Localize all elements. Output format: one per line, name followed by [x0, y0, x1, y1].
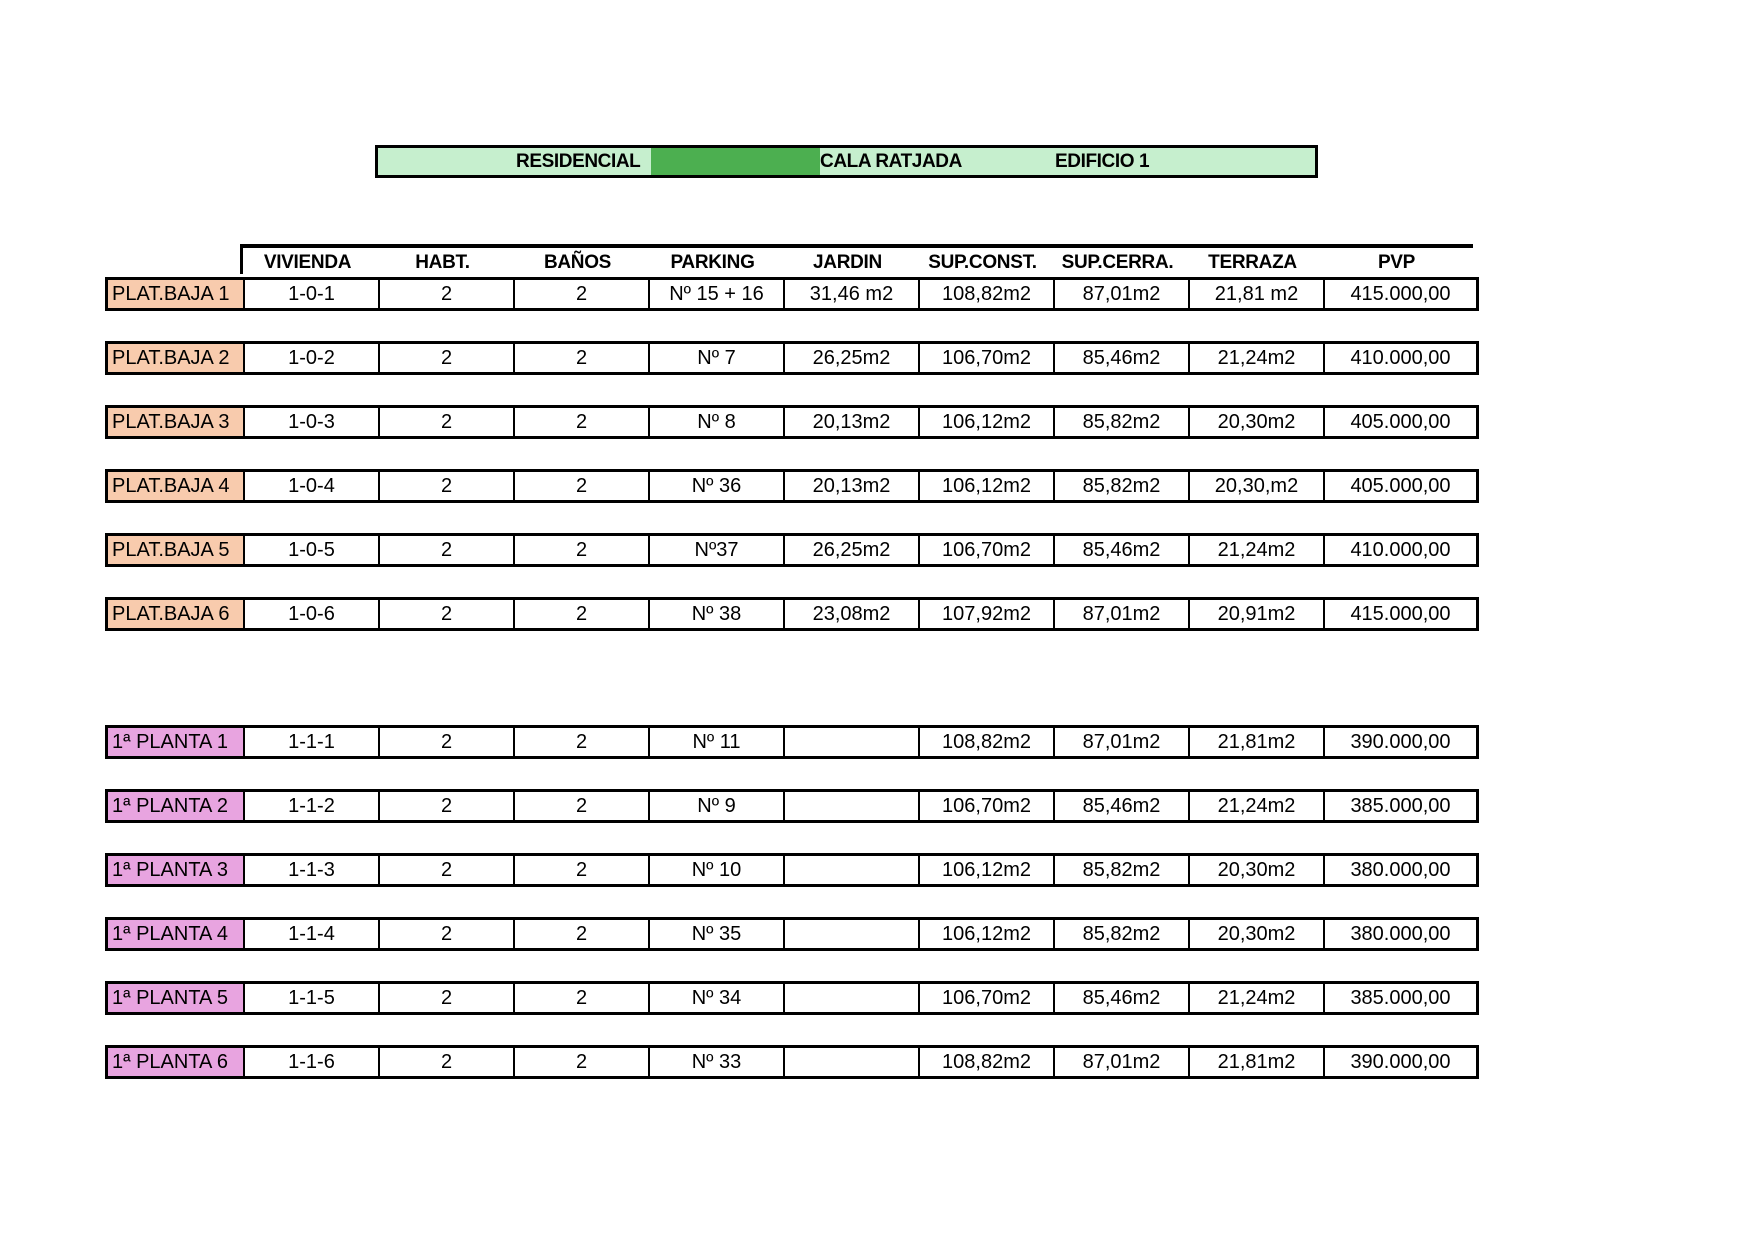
- cell-habt: 2: [378, 408, 513, 436]
- cell-terraza: 20,30m2: [1188, 408, 1323, 436]
- cell-terraza: 21,24m2: [1188, 344, 1323, 372]
- cell-sup-const: 106,12m2: [918, 856, 1053, 884]
- cell-pvp: 385.000,00: [1323, 984, 1476, 1012]
- cell-banos: 2: [513, 472, 648, 500]
- cell-jardin: 26,25m2: [783, 344, 918, 372]
- cell-pvp: 380.000,00: [1323, 856, 1476, 884]
- header-sup-cerra: SUP.CERRA.: [1061, 252, 1174, 273]
- cell-parking: Nº 35: [648, 920, 783, 948]
- cell-sup-const: 106,70m2: [918, 536, 1053, 564]
- cell-terraza: 20,91m2: [1188, 600, 1323, 628]
- cell-terraza: 20,30,m2: [1188, 472, 1323, 500]
- banner-location: CALA RATJADA: [820, 151, 962, 172]
- cell-jardin: 26,25m2: [783, 536, 918, 564]
- cell-vivienda: 1-1-1: [243, 728, 378, 756]
- cell-sup-cerra: 85,82m2: [1053, 920, 1188, 948]
- cell-terraza: 21,81m2: [1188, 1048, 1323, 1076]
- cell-terraza: 21,81 m2: [1188, 280, 1323, 308]
- cell-pvp: 410.000,00: [1323, 536, 1476, 564]
- cell-sup-const: 108,82m2: [918, 728, 1053, 756]
- cell-banos: 2: [513, 600, 648, 628]
- cell-parking: Nº 34: [648, 984, 783, 1012]
- row-label: 1ª PLANTA 3: [108, 856, 243, 884]
- cell-jardin: [783, 1048, 918, 1076]
- table-row: [105, 341, 1479, 375]
- cell-jardin: 31,46 m2: [783, 280, 918, 308]
- cell-jardin: 23,08m2: [783, 600, 918, 628]
- header-banos: BAÑOS: [543, 252, 612, 273]
- header-sup-const: SUP.CONST.: [928, 252, 1037, 273]
- header-terraza: TERRAZA: [1208, 252, 1297, 273]
- table-row: [105, 405, 1479, 439]
- cell-parking: Nº 38: [648, 600, 783, 628]
- cell-terraza: 21,81m2: [1188, 728, 1323, 756]
- cell-parking: Nº 8: [648, 408, 783, 436]
- row-label: PLAT.BAJA 6: [108, 600, 243, 628]
- cell-banos: 2: [513, 984, 648, 1012]
- cell-sup-cerra: 87,01m2: [1053, 1048, 1188, 1076]
- cell-jardin: 20,13m2: [783, 472, 918, 500]
- cell-sup-cerra: 85,46m2: [1053, 536, 1188, 564]
- cell-habt: 2: [378, 856, 513, 884]
- cell-parking: Nº37: [648, 536, 783, 564]
- cell-parking: Nº 11: [648, 728, 783, 756]
- cell-habt: 2: [378, 600, 513, 628]
- table-row: [105, 1045, 1479, 1079]
- cell-terraza: 21,24m2: [1188, 792, 1323, 820]
- cell-sup-cerra: 85,46m2: [1053, 792, 1188, 820]
- row-label: 1ª PLANTA 4: [108, 920, 243, 948]
- table-row: [105, 917, 1479, 951]
- cell-parking: Nº 33: [648, 1048, 783, 1076]
- cell-sup-const: 106,70m2: [918, 792, 1053, 820]
- row-label: 1ª PLANTA 6: [108, 1048, 243, 1076]
- cell-habt: 2: [378, 472, 513, 500]
- title-banner: [375, 145, 1318, 178]
- table-row: [105, 469, 1479, 503]
- header-habt: HABT.: [415, 252, 470, 273]
- cell-sup-const: 106,12m2: [918, 472, 1053, 500]
- cell-banos: 2: [513, 1048, 648, 1076]
- cell-sup-cerra: 87,01m2: [1053, 728, 1188, 756]
- header-pvp: PVP: [1377, 252, 1416, 273]
- table-header: [240, 248, 1473, 275]
- row-label: 1ª PLANTA 5: [108, 984, 243, 1012]
- cell-habt: 2: [378, 984, 513, 1012]
- cell-sup-cerra: 85,82m2: [1053, 472, 1188, 500]
- cell-jardin: [783, 792, 918, 820]
- cell-terraza: 20,30m2: [1188, 920, 1323, 948]
- cell-sup-const: 106,70m2: [918, 984, 1053, 1012]
- cell-banos: 2: [513, 536, 648, 564]
- cell-vivienda: 1-1-5: [243, 984, 378, 1012]
- banner-residencial: RESIDENCIAL: [516, 151, 641, 172]
- cell-sup-const: 106,12m2: [918, 408, 1053, 436]
- cell-banos: 2: [513, 856, 648, 884]
- row-label: PLAT.BAJA 2: [108, 344, 243, 372]
- cell-parking: Nº 7: [648, 344, 783, 372]
- table-row: [105, 789, 1479, 823]
- cell-habt: 2: [378, 1048, 513, 1076]
- table-row: [105, 277, 1479, 311]
- cell-banos: 2: [513, 408, 648, 436]
- cell-sup-cerra: 87,01m2: [1053, 600, 1188, 628]
- cell-terraza: 20,30m2: [1188, 856, 1323, 884]
- table-row: [105, 981, 1479, 1015]
- banner-highlight: [651, 148, 820, 175]
- cell-sup-const: 108,82m2: [918, 1048, 1053, 1076]
- cell-parking: Nº 36: [648, 472, 783, 500]
- cell-pvp: 405.000,00: [1323, 472, 1476, 500]
- cell-parking: Nº 9: [648, 792, 783, 820]
- cell-banos: 2: [513, 344, 648, 372]
- cell-vivienda: 1-0-4: [243, 472, 378, 500]
- cell-terraza: 21,24m2: [1188, 536, 1323, 564]
- cell-jardin: [783, 856, 918, 884]
- cell-jardin: [783, 728, 918, 756]
- cell-vivienda: 1-0-5: [243, 536, 378, 564]
- cell-habt: 2: [378, 344, 513, 372]
- table-row: [105, 725, 1479, 759]
- cell-pvp: 415.000,00: [1323, 600, 1476, 628]
- cell-sup-const: 108,82m2: [918, 280, 1053, 308]
- cell-vivienda: 1-0-6: [243, 600, 378, 628]
- cell-habt: 2: [378, 536, 513, 564]
- cell-parking: Nº 15 + 16: [648, 280, 783, 308]
- cell-vivienda: 1-1-6: [243, 1048, 378, 1076]
- cell-pvp: 380.000,00: [1323, 920, 1476, 948]
- cell-vivienda: 1-1-3: [243, 856, 378, 884]
- cell-sup-const: 106,70m2: [918, 344, 1053, 372]
- cell-pvp: 405.000,00: [1323, 408, 1476, 436]
- row-label: 1ª PLANTA 1: [108, 728, 243, 756]
- cell-pvp: 385.000,00: [1323, 792, 1476, 820]
- cell-pvp: 390.000,00: [1323, 1048, 1476, 1076]
- cell-habt: 2: [378, 728, 513, 756]
- row-label: PLAT.BAJA 3: [108, 408, 243, 436]
- table-row: [105, 597, 1479, 631]
- header-parking: PARKING: [670, 252, 755, 273]
- row-label: PLAT.BAJA 5: [108, 536, 243, 564]
- cell-sup-cerra: 85,82m2: [1053, 408, 1188, 436]
- cell-banos: 2: [513, 280, 648, 308]
- header-jardin: JARDIN: [813, 252, 882, 273]
- cell-vivienda: 1-0-3: [243, 408, 378, 436]
- cell-sup-const: 107,92m2: [918, 600, 1053, 628]
- cell-vivienda: 1-1-4: [243, 920, 378, 948]
- table-row: [105, 533, 1479, 567]
- cell-banos: 2: [513, 920, 648, 948]
- cell-terraza: 21,24m2: [1188, 984, 1323, 1012]
- cell-jardin: [783, 920, 918, 948]
- cell-parking: Nº 10: [648, 856, 783, 884]
- cell-sup-cerra: 85,46m2: [1053, 984, 1188, 1012]
- row-label: PLAT.BAJA 4: [108, 472, 243, 500]
- row-label: 1ª PLANTA 2: [108, 792, 243, 820]
- cell-pvp: 390.000,00: [1323, 728, 1476, 756]
- cell-banos: 2: [513, 728, 648, 756]
- cell-habt: 2: [378, 280, 513, 308]
- row-label: PLAT.BAJA 1: [108, 280, 243, 308]
- banner-building: EDIFICIO 1: [1055, 151, 1150, 172]
- cell-habt: 2: [378, 920, 513, 948]
- cell-sup-cerra: 87,01m2: [1053, 280, 1188, 308]
- cell-pvp: 410.000,00: [1323, 344, 1476, 372]
- cell-habt: 2: [378, 792, 513, 820]
- cell-sup-cerra: 85,82m2: [1053, 856, 1188, 884]
- cell-jardin: 20,13m2: [783, 408, 918, 436]
- cell-sup-const: 106,12m2: [918, 920, 1053, 948]
- cell-vivienda: 1-0-1: [243, 280, 378, 308]
- cell-banos: 2: [513, 792, 648, 820]
- cell-pvp: 415.000,00: [1323, 280, 1476, 308]
- header-vivienda: VIVIENDA: [263, 252, 352, 273]
- cell-vivienda: 1-1-2: [243, 792, 378, 820]
- cell-jardin: [783, 984, 918, 1012]
- cell-vivienda: 1-0-2: [243, 344, 378, 372]
- table-row: [105, 853, 1479, 887]
- cell-sup-cerra: 85,46m2: [1053, 344, 1188, 372]
